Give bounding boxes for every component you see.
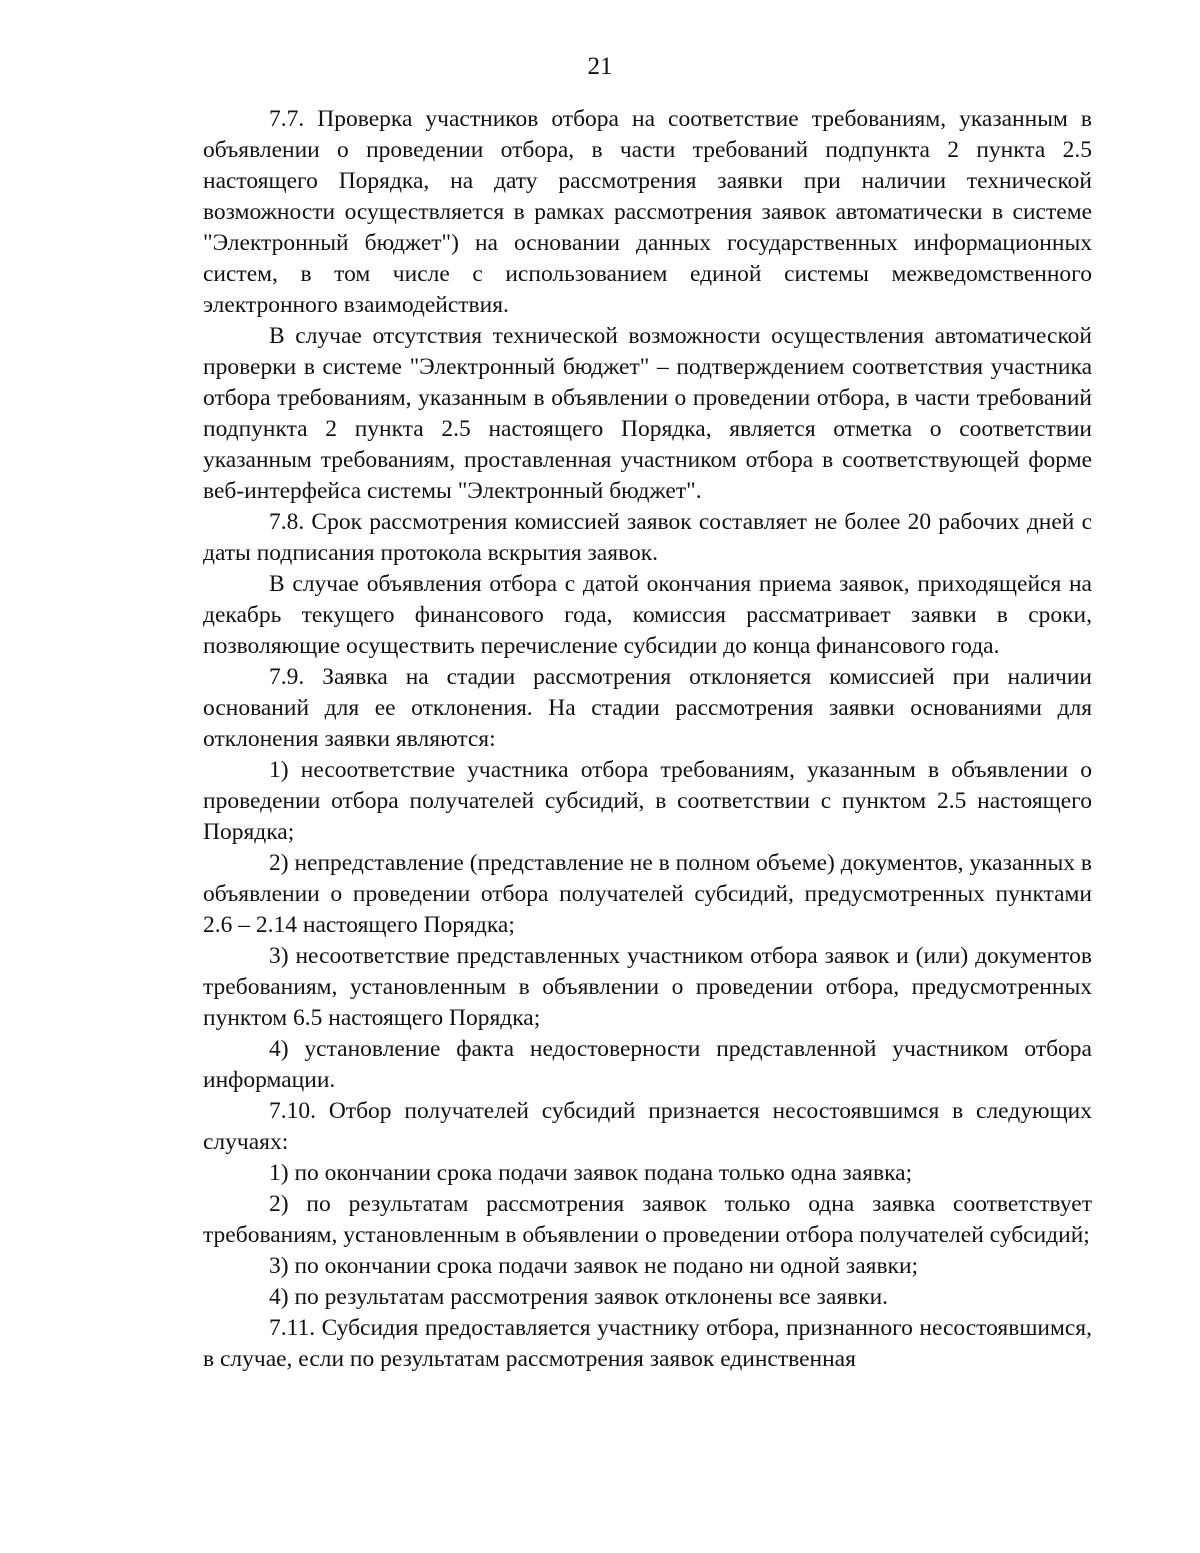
page-number: 21 <box>587 53 613 80</box>
paragraph-7-8: 7.8. Срок рассмотрения комиссией заявок составляет не более 20 рабочих дней с даты подписания протокола вскрытия заявок. <box>203 509 1092 566</box>
list-item-rejection-2: 2) непредставление (представление не в полном объеме) документов, указанных в объявлении о проведении отбора получателей субсидий, предусмотренных пунктами 2.6 – 2.14 настоящего Порядка; <box>203 850 1092 938</box>
list-item-failed-2: 2) по результатам рассмотрения заявок только одна заявка соответствует требованиям, установленным в объявлении о проведении отбора получателей субсидий; <box>203 1191 1092 1248</box>
document-body <box>203 104 1092 1375</box>
paragraph-december-selection: В случае объявления отбора с датой окончания приема заявок, приходящейся на декабрь текущего финансового года, комиссия рассматривает заявки в сроки, позволяющие осуществить перечисление субсидии до конца финансового года. <box>203 571 1092 659</box>
list-item-failed-4: 4) по результатам рассмотрения заявок отклонены все заявки. <box>269 1284 889 1310</box>
paragraph-automatic-check-absence: В случае отсутствия технической возможности осуществления автоматической проверки в системе "Электронный бюджет" – подтверждением соответствия участника отбора требованиям, указанным в объявлении о проведении отбора, в части требований подпункта 2 пункта 2.5 настоящего Порядка, является отметка о соответствии указанным требованиям, проставленная участником отбора в соответствующей форме веб-интерфейса системы "Электронный бюджет". <box>203 323 1092 504</box>
list-item-rejection-3: 3) несоответствие представленных участником отбора заявок и (или) документов требованиям, установленным в объявлении о проведении отбора, предусмотренных пунктом 6.5 настоящего Порядка; <box>203 943 1092 1031</box>
list-item-rejection-4: 4) установление факта недостоверности представленной участником отбора информации. <box>203 1036 1092 1093</box>
paragraph-7-10: 7.10. Отбор получателей субсидий признается несостоявшимся в следующих случаях: <box>203 1098 1092 1155</box>
list-item-rejection-1: 1) несоответствие участника отбора требованиям, указанным в объявлении о проведении отбора получателей субсидий, в соответствии с пунктом 2.5 настоящего Порядка; <box>203 757 1092 845</box>
paragraph-7-11: 7.11. Субсидия предоставляется участнику отбора, признанного несостоявшимся, в случае, если по результатам рассмотрения заявок единственная <box>203 1315 1092 1372</box>
paragraph-7-9: 7.9. Заявка на стадии рассмотрения отклоняется комиссией при наличии оснований для ее отклонения. На стадии рассмотрения заявки основаниями для отклонения заявки являются: <box>203 664 1092 752</box>
paragraph-7-7: 7.7. Проверка участников отбора на соответствие требованиям, указанным в объявлении о проведении отбора, в части требований подпункта 2 пункта 2.5 настоящего Порядка, на дату рассмотрения заявки при наличии технической возможности осуществляется в рамках рассмотрения заявок автоматически в системе "Электронный бюджет") на основании данных государственных информационных систем, в том числе с использованием единой системы межведомственного электронного взаимодействия. <box>203 106 1092 318</box>
list-item-failed-3: 3) по окончании срока подачи заявок не подано ни одной заявки; <box>269 1253 919 1279</box>
list-item-failed-1: 1) по окончании срока подачи заявок подана только одна заявка; <box>269 1160 913 1186</box>
